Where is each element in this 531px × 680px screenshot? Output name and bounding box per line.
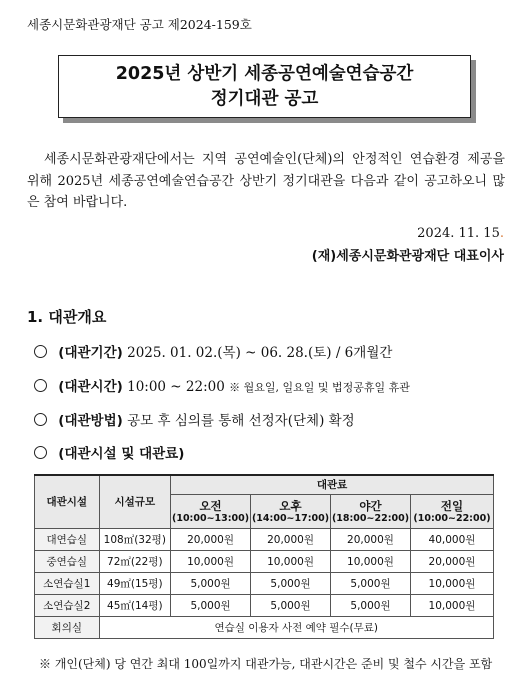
issuer: (재)세종시문화관광재단 대표이사 bbox=[311, 249, 504, 264]
notice-date-main: 2024. 11. 15 bbox=[417, 226, 500, 241]
header-fee: 대관료 bbox=[171, 475, 494, 494]
rental-method-label: (대관방법) bbox=[58, 413, 123, 429]
notice-number: 세종시문화관광재단 공고 제2024-159호 bbox=[27, 17, 252, 32]
meeting-note-cell: 연습실 이용자 사전 예약 필수(무료) bbox=[99, 616, 493, 638]
header-period-fullday bbox=[410, 494, 493, 528]
rental-time-label: (대관시간) bbox=[58, 379, 123, 395]
size-cell: 72㎡(22평) bbox=[99, 550, 171, 572]
period-name: 오후 bbox=[279, 498, 302, 513]
intro-paragraph: 세종시문화관광재단에서는 지역 공연예술인(단체)의 안정적인 연습환경 제공을 위해 2025년 세종공연예술연습공간 상반기 정기대관을 다음과 같이 공고하오니 많은 참여 바랍니다. bbox=[27, 152, 505, 210]
fee-cell: 10,000원 bbox=[410, 594, 493, 616]
table-row bbox=[35, 572, 494, 594]
table-row bbox=[35, 528, 494, 550]
rental-time-note: ※ 월요일, 일요일 및 법정공휴일 휴관 bbox=[229, 381, 410, 394]
title-frame bbox=[58, 55, 471, 118]
fee-cell: 5,000원 bbox=[171, 594, 251, 616]
rental-method-value: 공모 후 심의를 통해 선정자(단체) 확정 bbox=[127, 413, 355, 429]
size-cell: 45㎡(14평) bbox=[99, 594, 171, 616]
header-size: 시설규모 bbox=[99, 475, 171, 528]
fee-cell: 10,000원 bbox=[171, 550, 251, 572]
header-period-morning bbox=[171, 494, 251, 528]
footnote: ※ 개인(단체) 당 연간 최대 100일까지 대관가능, 대관시간은 준비 및 철수 시간을 포함 bbox=[39, 657, 493, 671]
rental-time-value: 10:00 ~ 22:00 bbox=[127, 379, 225, 395]
fee-cell: 5,000원 bbox=[171, 572, 251, 594]
period-time: (14:00~17:00) bbox=[251, 512, 330, 524]
table-row bbox=[35, 616, 494, 638]
circle-bullet-icon bbox=[34, 446, 47, 459]
period-time: (18:00~22:00) bbox=[331, 512, 410, 524]
table-row bbox=[35, 550, 494, 572]
fee-cell: 20,000원 bbox=[410, 550, 493, 572]
fee-cell: 10,000원 bbox=[331, 550, 411, 572]
section-heading: 1. 대관개요 bbox=[27, 308, 107, 326]
fee-cell: 5,000원 bbox=[251, 594, 331, 616]
header-facility: 대관시설 bbox=[35, 475, 100, 528]
period-time: (10:00~13:00) bbox=[172, 512, 250, 524]
period-name: 전일 bbox=[440, 498, 464, 513]
rental-facility-label: (대관시설 및 대관료) bbox=[58, 446, 185, 462]
size-cell: 49㎡(15평) bbox=[99, 572, 171, 594]
fee-table bbox=[34, 474, 494, 639]
rental-period-label: (대관기간) bbox=[58, 345, 123, 361]
rental-time-item bbox=[34, 375, 410, 395]
title-box bbox=[58, 55, 476, 123]
rental-period-value: 2025. 01. 02.(목) ~ 06. 28.(토) / 6개월간 bbox=[127, 345, 393, 361]
fee-cell: 5,000원 bbox=[331, 572, 411, 594]
facility-cell: 중연습실 bbox=[35, 550, 100, 572]
rental-method-item bbox=[34, 409, 355, 429]
size-cell: 108㎡(32평) bbox=[99, 528, 171, 550]
circle-bullet-icon bbox=[34, 413, 47, 426]
circle-bullet-icon bbox=[34, 379, 47, 392]
circle-bullet-icon bbox=[34, 345, 47, 358]
fee-cell: 10,000원 bbox=[251, 550, 331, 572]
fee-cell: 40,000원 bbox=[410, 528, 493, 550]
notice-date-dot: . bbox=[499, 226, 504, 241]
header-period-afternoon bbox=[251, 494, 331, 528]
rental-facility-item bbox=[34, 442, 184, 462]
facility-cell: 소연습실2 bbox=[35, 594, 100, 616]
rental-period-item bbox=[34, 341, 392, 361]
fee-cell: 20,000원 bbox=[251, 528, 331, 550]
fee-cell: 10,000원 bbox=[410, 572, 493, 594]
period-name: 오전 bbox=[199, 498, 222, 513]
fee-cell: 20,000원 bbox=[331, 528, 411, 550]
period-time: (10:00~22:00) bbox=[413, 512, 491, 524]
title-line-2: 정기대관 공고 bbox=[210, 89, 319, 109]
period-name: 야간 bbox=[359, 498, 382, 513]
fee-cell: 5,000원 bbox=[331, 594, 411, 616]
facility-cell: 회의실 bbox=[35, 616, 100, 638]
fee-cell: 5,000원 bbox=[251, 572, 331, 594]
facility-cell: 소연습실1 bbox=[35, 572, 100, 594]
facility-cell: 대연습실 bbox=[35, 528, 100, 550]
title-line-1: 2025년 상반기 세종공연예술연습공간 bbox=[115, 64, 414, 84]
table-row bbox=[35, 594, 494, 616]
header-period-night bbox=[331, 494, 411, 528]
fee-cell: 20,000원 bbox=[171, 528, 251, 550]
notice-date bbox=[417, 226, 504, 241]
